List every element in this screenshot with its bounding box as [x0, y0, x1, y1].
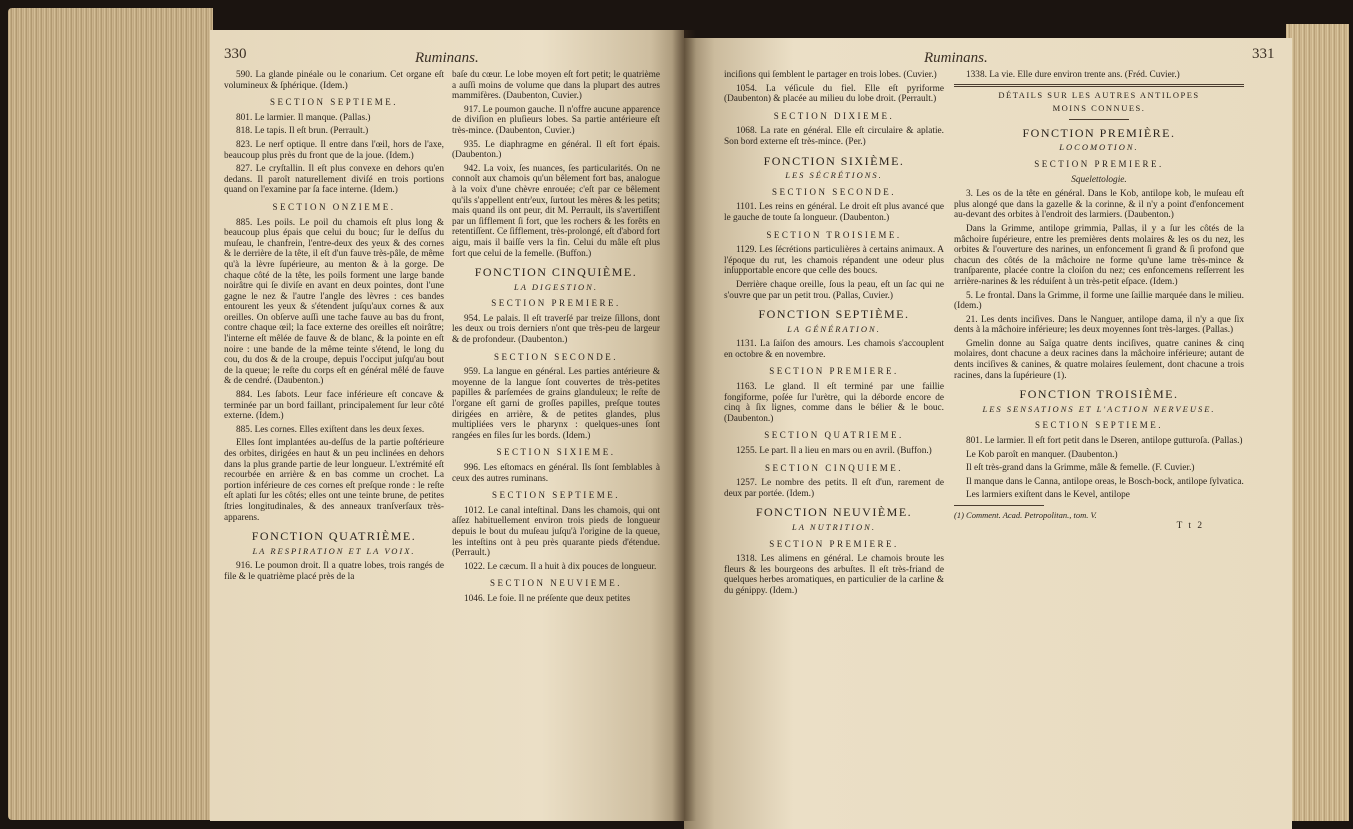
paragraph: 801. Le larmier. Il eſt fort petit dans le Dseren, antilope gutturoſa. (Pallas.): [966, 436, 1243, 447]
short-rule: [1069, 119, 1129, 120]
paragraph: 1129. Les ſécrétions particulières à certains animaux. A l'époque du rut, les chamois répandent une odeur plus inſupportable encore que celle des boucs.: [724, 245, 944, 277]
paragraph: 916. Le poumon droit. Il a quatre lobes, trois rangés de file & le quatrième placé près de la: [224, 561, 444, 582]
function-subtitle: LA DIGESTION.: [514, 281, 598, 292]
paragraph: 1054. La véſicule du fiel. Elle eſt pyriforme (Daubenton) & placée au milieu du lobe droit. (Perrault.): [724, 83, 944, 105]
function-subtitle: LES SENSATIONS ET L'ACTION NERVEUSE.: [982, 403, 1216, 414]
paragraph: 884. Les ſabots. Leur face inférieure eſt concave & terminée par un bord faillant, principalement ſur leur côté externe. (Idem.): [224, 390, 444, 422]
paragraph: 885. Les cornes. Elles exiſtent dans les deux ſexes.: [236, 424, 425, 435]
paragraph: Le Kob paroît en manquer. (Daubenton.): [966, 449, 1118, 460]
section-heading: SECTION PREMIERE.: [491, 298, 621, 309]
paragraph: 954. Le palais. Il eſt traverſé par treize ſillons, dont les deux ou trois derniers n'ont que très-peu de largeur & de profondeur. (Daubenton.): [452, 313, 660, 346]
function-subtitle: LES SÉCRÉTIONS.: [785, 170, 883, 181]
paragraph: 1131. La ſaiſon des amours. Les chamois s'accouplent en octobre & en novembre.: [724, 339, 944, 360]
section-heading: SECTION PREMIERE.: [1034, 158, 1164, 169]
right-page-number: 331: [1252, 46, 1275, 62]
function-subtitle: LOCOMOTION.: [1059, 142, 1139, 153]
paragraph: 823. Le nerf optique. Il entre dans l'œil, hors de l'axe, beaucoup plus près du front que de la joue. (Idem.): [224, 139, 444, 161]
right-page: [684, 38, 1292, 829]
paragraph: 935. Le diaphragme en général. Il eſt fort épais. (Daubenton.): [452, 139, 660, 161]
left-page-number: 330: [224, 46, 247, 62]
paragraph: 1068. La rate en général. Elle eſt circulaire & aplatie. Son bord externe eſt très-mince. (Per.): [724, 126, 944, 147]
paragraph: Il manque dans le Canna, antilope oreas, le Bosch-bock, antilope ſylvatica.: [966, 476, 1244, 487]
centered-subheading: Squelettologie.: [1071, 174, 1127, 185]
section-heading: SECTION SEPTIEME.: [492, 490, 620, 501]
paragraph: 1318. Les alimens en général. Le chamois broute les fleurs & les bourgeons des arbuſtes. Il eſt très-friand de quelques herbes aromatiques, en particulier de la carline & du génippy. (Idem.): [724, 554, 944, 596]
paragraph: 917. Le poumon gauche. Il n'offre aucune apparence de diviſion en pluſieurs lobes. Sa partie antérieure eſt très-mince. (Daubenton, Cuvier.): [452, 104, 660, 136]
paragraph: 996. Les eſtomacs en général. Ils ſont ſemblables à ceux des autres ruminans.: [452, 463, 660, 484]
paragraph: 1012. Le canal inteſtinal. Dans les chamois, qui ont aſſez habituellement environ trois pieds de longueur depuis le bout du muſeau juſqu'à l'origine de la queue, les inteſtins ont à peu près quarante pieds d'étendue. (Perrault.): [452, 505, 660, 559]
function-subtitle: LA GÉNÉRATION.: [787, 323, 881, 334]
section-heading: SECTION TROISIEME.: [766, 229, 902, 240]
paragraph: Gmelin donne au Saïga quatre dents inciſives, quatre canines & cinq molaires, dont chacune a deux racines dans la mâchoire inférieure; autant de dents inciſives & canines, & quatre molaires ſeulement, dont chacune a trois racines, dans la ſupérieure (1).: [954, 338, 1244, 381]
paragraph: 3. Les os de la tête en général. Dans le Kob, antilope kob, le muſeau eſt plus alongé que dans la gazelle & la corinne, & il n'y a point d'enfoncement au-devant des orbites à l'endroit des larmiers. (Daubenton.): [954, 189, 1244, 221]
section-heading: SECTION CINQUIEME.: [765, 462, 903, 473]
section-heading: SECTION PREMIERE.: [769, 538, 899, 549]
paragraph: 1255. Le part. Il a lieu en mars ou en avril. (Buffon.): [736, 446, 932, 457]
page-stack-left: [8, 8, 213, 820]
paragraph: 5. Le frontal. Dans la Grimme, il forme une ſaillie marquée dans le milieu. (Idem.): [954, 290, 1244, 312]
book-gutter: [672, 30, 696, 821]
function-heading: FONCTION CINQUIÈME.: [474, 265, 638, 280]
section-heading: SECTION SEPTIEME.: [270, 97, 398, 108]
section-heading: SECTION ONZIEME.: [272, 201, 396, 212]
footnote-rule: [954, 505, 1044, 506]
section-heading: SECTION SECONDE.: [493, 351, 618, 362]
paragraph: baſe du cœur. Le lobe moyen eſt fort petit; le quatrième a auſſi moins de volume que dans la plupart des autres mammifères. (Daubenton, Cuvier.): [452, 70, 660, 102]
paragraph: 590. La glande pinéale ou le conarium. Cet organe eſt volumineux & ſphérique. (Idem.): [224, 70, 444, 91]
section-heading: SECTION PREMIERE.: [769, 366, 899, 377]
paragraph: Derrière chaque oreille, ſous la peau, eſt un ſac qui ne s'ouvre que par un petit trou. (Pallas, Cuvier.): [724, 279, 944, 301]
function-heading: FONCTION TROISIÈME.: [1019, 387, 1179, 402]
paragraph: Les larmiers exiſtent dans le Kevel, antilope: [966, 490, 1130, 501]
left-page: [210, 30, 684, 821]
paragraph: inciſions qui ſemblent le partager en trois lobes. (Cuvier.): [724, 70, 937, 80]
paragraph: 1022. Le cæcum. Il a huit à dix pouces de longueur.: [464, 561, 657, 572]
right-running-title: Ruminans.: [924, 50, 988, 66]
section-heading: SECTION SIXIEME.: [496, 447, 616, 458]
paragraph: 1163. Le gland. Il eſt terminé par une faillie fongiforme, poſée ſur l'urètre, qui la déborde encore de cinq à ſix lignes, comme dans le bélier & le bouc. (Daubenton.): [724, 382, 944, 424]
paragraph: 1046. Le foie. Il ne préſente que deux petites: [464, 593, 631, 604]
function-heading: FONCTION SIXIÈME.: [763, 153, 905, 168]
paragraph: 801. Le larmier. Il manque. (Pallas.): [236, 112, 371, 123]
function-heading: FONCTION SEPTIÈME.: [758, 307, 910, 322]
paragraph: 818. Le tapis. Il eſt brun. (Perrault.): [236, 126, 369, 137]
section-heading: SECTION SECONDE.: [771, 186, 896, 197]
details-heading-line1: DÉTAILS SUR LES AUTRES ANTILOPES: [998, 89, 1200, 100]
footnote: (1) Comment. Acad. Petropolitan., tom. V.: [954, 510, 1097, 520]
signature-mark: T t 2: [1176, 520, 1204, 531]
paragraph: 942. La voix, ſes nuances, ſes particularités. On ne connoît aux chamois qu'un bêlement fort bas, analogue à la voix d'une chèvre enrouée; c'eſt par ce bêlement qu'ils s'appellent entr'eux, ſurtout les mères & les petits; mais quand ils ont peur, dit M. Perrault, ils s'avertiſſent par un ſifflement ſi fort, que les rochers & les forêts en retentiſſent. Ce ſifflement, très-prolongé, eſt d'abord fort aigu, mais il baiſſe vers la fin. Celui du mâle eſt plus fort que celui de la femelle. (Buffon.): [452, 163, 660, 259]
paragraph: 1101. Les reins en général. Le droit eſt plus avancé que le gauche de toute ſa longueur. (Daubenton.): [724, 202, 944, 223]
section-heading: SECTION NEUVIEME.: [490, 578, 622, 589]
right-column-1: [724, 70, 944, 600]
paragraph: 959. La langue en général. Les parties antérieure & moyenne de la langue ſont couvertes de très-petites papilles & parſemées de grains glanduleux; le reſte de l'organe eſt garni de groſſes papilles, preſque toutes dirigées en arrière, & de petites glandes, plus multipliées vers le pharynx : quelques-unes ſont rangées en files ſur les bords. (Idem.): [452, 367, 660, 441]
left-column-1: [224, 70, 444, 586]
section-heading: SECTION DIXIEME.: [773, 110, 895, 121]
paragraph: Il eſt très-grand dans la Grimme, mâle & femelle. (F. Cuvier.): [966, 463, 1195, 474]
paragraph: 1257. Le nombre des petits. Il eſt d'un, rarement de deux par portée. (Idem.): [724, 478, 944, 499]
double-rule: [954, 84, 1244, 87]
paragraph: Dans la Grimme, antilope grimmia, Pallas, il y a ſur les côtés de la mâchoire ſupérieure, entre les premières dents molaires & les os du nez, les orbites & l'ouverture des narines, un enfoncement ſi grand & ſi profond que chacun des côtés de la mâchoire ne forme qu'une lame très-mince & tranſparente, placée contre la cloiſon du nez; ces enfoncemens reſſerrent les arrière-narines & les réduiſent à un très-petit eſpace. (Idem.): [954, 223, 1244, 287]
details-heading-line2: MOINS CONNUES.: [1052, 103, 1146, 114]
right-column-2: [954, 70, 1244, 531]
left-running-title: Ruminans.: [415, 50, 479, 66]
paragraph: 1338. La vie. Elle dure environ trente ans. (Fréd. Cuvier.): [966, 70, 1180, 80]
section-heading: SECTION SEPTIEME.: [1035, 420, 1163, 431]
section-heading: SECTION QUATRIEME.: [764, 430, 904, 441]
function-heading: FONCTION PREMIÈRE.: [1022, 125, 1176, 140]
paragraph: 885. Les poils. Le poil du chamois eſt plus long & beaucoup plus épais que celui du bouc; ſur le deſſus du muſeau, le chanfrein, l'entre-deux des yeux & des cornes & le derrière de la tête, il eſt d'un fauve très-pâle, de même qu'à la lèvre ſupérieure, au menton & à la gorge. De chaque côté de la tête, les poils forment une large bande noirâtre qui ſe diviſe en avant en deux pointes, dont l'une gagne le nez & l'autre l'angle des lèvres : ces bandes entourent les yeux & s'étendent juſqu'aux cornes & aux oreilles. On obſerve auſſi une tache fauve au bas du front, contre chaque œil; la face externe des oreilles eſt noirâtre; l'interne eſt mêlée de fauve & de blanc, & la pointe en eſt noire : une bande de la même teinte s'étend, le long du cou, du dos & de la croupe, depuis l'occiput juſqu'au bout de la queue; le reſte du corps eſt en général mêlé de fauve & de cendré. (Daubenton.): [224, 217, 444, 387]
paragraph: 21. Les dents inciſives. Dans le Nanguer, antilope dama, il n'y a que ſix dents à la mâchoire inférieure; les deux moyennes ſont très-larges. (Pallas.): [954, 314, 1244, 336]
function-heading: FONCTION NEUVIÈME.: [755, 505, 913, 520]
left-column-2: [452, 70, 660, 608]
paragraph: 827. Le cryſtallin. Il eſt plus convexe en dehors qu'en dedans. Il paroît naturellement diviſé en trois portions quand on l'examine par ſa face interne. (Idem.): [224, 164, 444, 196]
function-subtitle: LA RESPIRATION ET LA VOIX.: [252, 545, 416, 556]
function-heading: FONCTION QUATRIÈME.: [251, 529, 417, 544]
function-subtitle: LA NUTRITION.: [792, 522, 876, 532]
page-stack-right: [1286, 24, 1349, 821]
paragraph: Elles ſont implantées au-deſſus de la partie poſtérieure des orbites, dirigées en haut & un peu inclinées en dehors dans la plus grande partie de leur longueur. L'extrémité eſt recourbée en arrière & en bas comme un crochet. La portion inférieure de ces cornes eſt preſque ronde : le reſte eſt aplati ſur les côtés; elles ont une teinte brune, de petites ſtries longitudinales, & des anneaux tranſverſaux très-apparens.: [224, 438, 444, 523]
